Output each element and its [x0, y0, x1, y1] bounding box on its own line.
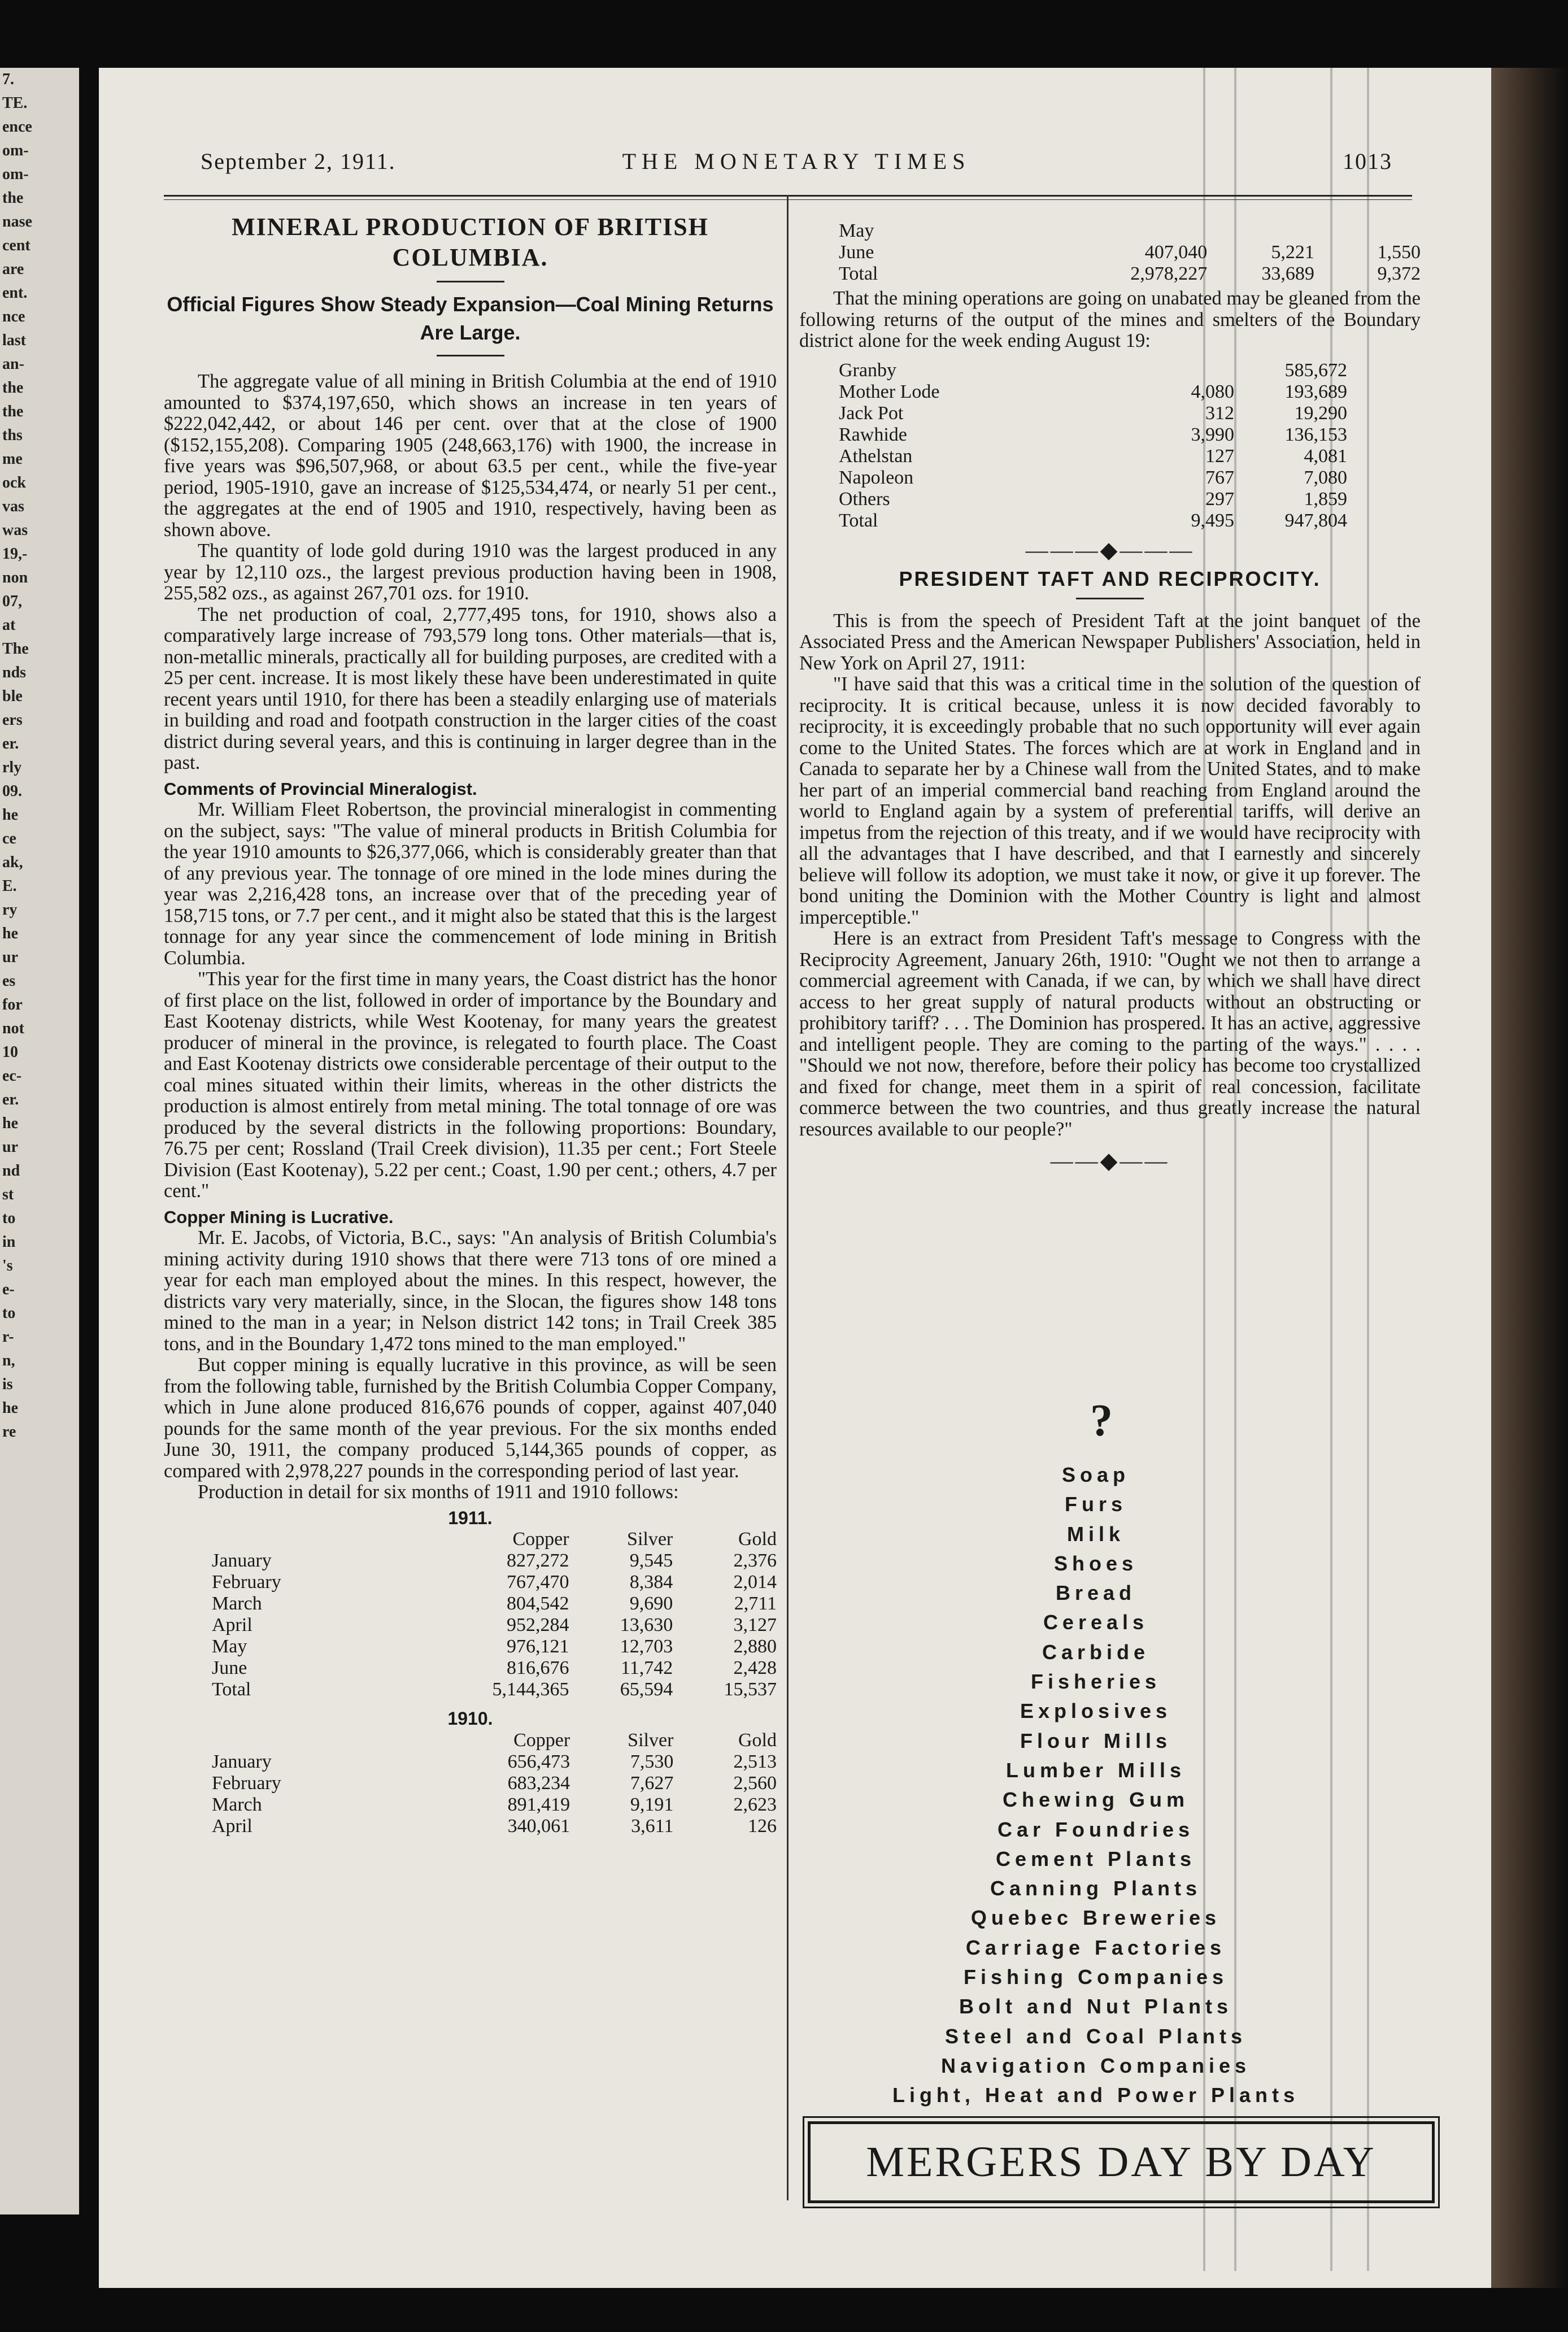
boundary-output-table	[839, 360, 1347, 532]
margin-fragment: nds	[2, 664, 27, 681]
margin-fragment: 09.	[2, 782, 22, 800]
row-label: Total	[212, 1679, 251, 1700]
left-column	[164, 212, 777, 1837]
paragraph: Mr. E. Jacobs, of Victoria, B.C., says: "An analysis of British Columbia's mining activity during 1910 shows that there were 713 tons of ore mined a year for each man employed about the mines. In this respect, however, the districts vary very materially, since, in the Slocan, the figures show 148 tons mined to the man in a year; in Nelson district 142 tons; in Trail Creek 385 tons, and in the Boundary 1,472 tons mined to the man employed."	[164, 1227, 777, 1355]
cell-value: 2,014	[733, 1572, 777, 1593]
margin-fragment: ce	[2, 830, 16, 847]
article-subtitle: Official Figures Show Steady Expansion—Coal Mining Returns Are Large.	[167, 293, 774, 344]
cell-value: 9,495	[1191, 510, 1234, 531]
merger-item: Carriage Factories	[965, 1935, 1226, 1959]
merger-item: Bolt and Nut Plants	[959, 1995, 1232, 2018]
cell-value: 827,272	[507, 1550, 569, 1571]
margin-fragment: to	[2, 1209, 16, 1227]
row-label: January	[212, 1751, 272, 1772]
table-row	[212, 1550, 777, 1572]
cell-value: 8,384	[629, 1572, 673, 1593]
column-header: Gold	[738, 1529, 777, 1550]
margin-fragment: 10	[2, 1043, 18, 1061]
cell-value: 33,689	[1261, 263, 1314, 284]
paragraph: The quantity of lode gold during 1910 was the largest produced in any year by 12,110 ozs., the largest previous production having been in 1908, 255,582 ozs., as against 267,701 ozs. for 1910.	[164, 540, 777, 604]
mergers-list	[830, 1460, 1361, 2111]
cell-value: 9,690	[629, 1593, 673, 1614]
cell-value: 15,537	[724, 1679, 777, 1700]
merger-item: Chewing Gum	[1003, 1788, 1189, 1812]
table-row	[212, 1615, 777, 1636]
merger-item: Fishing Companies	[963, 1965, 1229, 1989]
cell-value: 11,742	[621, 1657, 673, 1678]
column-header: Copper	[513, 1729, 570, 1751]
row-label: March	[212, 1794, 262, 1815]
margin-fragment: ur	[2, 1138, 18, 1156]
merger-item: Canning Plants	[990, 1877, 1202, 1900]
cell-value: 340,061	[507, 1815, 570, 1837]
cell-value: 2,376	[733, 1550, 777, 1571]
merger-item: Steel and Coal Plants	[944, 2024, 1247, 2048]
row-label: June	[839, 242, 874, 263]
article-title: MINERAL PRODUCTION OF BRITISH COLUMBIA.	[232, 213, 709, 271]
margin-fragment: vas	[2, 498, 24, 515]
ornament-divider: ———◆———	[1025, 537, 1195, 563]
cell-value: 2,978,227	[1130, 263, 1208, 284]
title-rule	[437, 281, 504, 282]
merger-item: Cereals	[1043, 1611, 1149, 1634]
row-label: June	[212, 1657, 247, 1678]
ornament-divider: ——◆——	[1050, 1148, 1170, 1173]
column-divider	[787, 195, 789, 2200]
production-table-1910-continued	[839, 220, 1421, 285]
row-label: Granby	[839, 359, 896, 381]
margin-fragment: he	[2, 806, 18, 824]
paragraph: But copper mining is equally lucrative in this province, as will be seen from the following table, furnished by the British Columbia Copper Company, which in June alone produced 816,676 pounds of copper, against 407,040 pounds for the same month of the year previous. For the six months ended June 30, 1911, the company produced 5,144,365 pounds of copper, as compared with 2,978,227 pounds in the corresponding period of last year.	[164, 1354, 777, 1482]
cell-value: 3,127	[733, 1615, 777, 1635]
paragraph: Here is an extract from President Taft's message to Congress with the Reciprocity Agreement, January 26th, 1910: "Ought we not then to arrange a commercial agreement with Canada, if we can, by which we shall have direct access to her great supply of natural products without an obstructing or prohibitory tariff? . . . The Dominion has prospered. It has an active, aggressive and intelligent people. They are coming to the parting of the ways." . . . . "Should we not now, therefore, before their policy has become too crystallized and fixed for change, meet them in a spirit of real concession, facilitate commerce between the two countries, and thus greatly increase the natural resources available to our people?"	[799, 928, 1421, 1140]
cell-value: 4,080	[1191, 381, 1234, 402]
cell-value	[1121, 360, 1234, 381]
margin-fragment: non	[2, 569, 28, 586]
margin-fragment: he	[2, 1399, 18, 1417]
row-label: Napoleon	[839, 467, 914, 488]
margin-fragment: at	[2, 616, 16, 634]
margin-fragment: 07,	[2, 593, 22, 610]
table-row	[212, 1794, 777, 1816]
margin-fragment: cent	[2, 237, 31, 254]
margin-fragment: he	[2, 1115, 18, 1132]
article-title: PRESIDENT TAFT AND RECIPROCITY.	[899, 567, 1321, 590]
margin-fragment: ers	[2, 711, 23, 729]
row-label: Total	[839, 263, 878, 284]
column-header: Silver	[627, 1529, 673, 1550]
cell-value	[1207, 220, 1314, 242]
paragraph: "I have said that this was a critical time in the solution of the question of reciprocity. It is critical because, unless it is now decided favorably to reciprocity, it is exceedingly probable that no such opportunity will ever again come to the United States. The forces which are at work in England and in Canada to separate her by a Chinese wall from the United States, and to make her part of an imperial commercial band reaching from England around the world to England again by a system of preferential tariffs, will derive an impetus from the rejection of this treaty, and if we would have reciprocity with all the advantages that I have described, and that I earnestly and sincerely believe will follow its adoption, we must take it now, or give it up forever. The bond uniting the Dominion with the Mother Country is light and almost imperceptible."	[799, 673, 1421, 928]
total-row	[839, 510, 1347, 532]
row-label: Jack Pot	[839, 402, 904, 424]
merger-item: Flour Mills	[1020, 1729, 1171, 1752]
margin-fragment: ur	[2, 949, 18, 966]
merger-item: Car Foundries	[997, 1817, 1195, 1841]
cell-value: 9,191	[630, 1794, 674, 1815]
section-heading: Copper Mining is Lucrative.	[164, 1207, 394, 1227]
paragraph: The net production of coal, 2,777,495 tons, for 1910, shows also a comparatively large increase of 793,579 long tons. Other materials—that is, non-metallic minerals, practically all for building purposes, are credited with a 25 per cent. increase. It is most likely these have been underestimated in quite recent years until 1910, for there has been a steadily enlarging use of materials in building and road and footpath construction in the larger cities of the coast district during several years, and this is continuing in larger degree than in the past.	[164, 603, 777, 773]
margin-fragment: r-	[2, 1328, 14, 1346]
table-row	[212, 1636, 777, 1657]
cell-value: 767	[1205, 467, 1234, 488]
cell-value: 312	[1205, 402, 1234, 424]
row-label: January	[212, 1550, 272, 1571]
margin-fragment: ak,	[2, 854, 23, 871]
cell-value: 193,689	[1284, 381, 1347, 402]
table-row	[839, 446, 1347, 467]
column-header: Copper	[512, 1529, 569, 1550]
cell-value: 126	[748, 1815, 777, 1837]
margin-fragment: ent.	[2, 284, 28, 302]
row-label: Rawhide	[839, 424, 907, 445]
cell-value: 1,550	[1377, 242, 1421, 263]
margin-fragment: in	[2, 1233, 16, 1251]
cell-value: 2,711	[734, 1593, 777, 1614]
page-header	[201, 148, 1392, 182]
margin-fragment: an-	[2, 355, 24, 373]
cell-value: 947,804	[1284, 510, 1347, 531]
cell-value: 3,611	[631, 1815, 674, 1837]
table-year-1911: 1911.	[448, 1507, 493, 1528]
margin-fragment: er.	[2, 1091, 19, 1108]
cell-value: 2,560	[733, 1772, 777, 1794]
table-row	[212, 1816, 777, 1837]
table-row	[212, 1572, 777, 1593]
merger-item: Milk	[1066, 1522, 1125, 1546]
margin-fragment: TE.	[2, 94, 28, 112]
margin-fragment: the	[2, 189, 24, 207]
margin-fragment: ths	[2, 427, 23, 444]
cell-value: 683,234	[507, 1772, 570, 1794]
cell-value: 9,545	[629, 1550, 673, 1571]
cell-value: 136,153	[1284, 424, 1347, 445]
paragraph: The aggregate value of all mining in British Columbia at the end of 1910 amounted to $374,197,650, which shows an increase in ten years of $222,042,442, or about 146 per cent. over that at the close of 1900 ($152,155,208). Comparing 1905 (248,663,176) with 1900, the increase in five years was $96,507,968, or about 63.5 per cent., while the five-year period, 1905-1910, gave an increase of $125,534,474, or nearly 51 per cent., the aggregates at the end of 1905 and 1910, respectively, having been as shown above.	[164, 371, 777, 541]
column-header: Gold	[738, 1729, 777, 1751]
margin-fragment: last	[2, 332, 26, 349]
paragraph: "This year for the first time in many years, the Coast district has the honor of first place on the list, followed in order of importance by the Boundary and East Kootenay districts, while West Kootenay, for many years the greatest producer of mineral in the province, is relegated to fourth place. The Coast and East Kootenay districts owe considerable percentage of their output to the coal mines situated within their limits, whereas in the other districts the production is almost entirely from metal mining. The total tonnage of ore was produced by the several districts in the following proportions: Boundary, 76.75 per cent; Rossland (Trail Creek division), 11.35 per cent.; Fort Steele Division (East Kootenay), 5.22 per cent.; Coast, 1.90 per cent.; others, 4.7 per cent."	[164, 968, 777, 1202]
margin-fragment: st	[2, 1186, 14, 1203]
cell-value: 3,990	[1191, 424, 1234, 445]
margin-fragment: om-	[2, 166, 29, 183]
margin-fragment: nce	[2, 308, 25, 325]
cell-value: 2,513	[733, 1751, 777, 1772]
question-mark: ?	[1090, 1396, 1113, 1446]
right-column	[799, 220, 1421, 1172]
cell-value: 891,419	[507, 1794, 570, 1815]
margin-fragment: n,	[2, 1352, 15, 1369]
margin-fragment: not	[2, 1020, 24, 1037]
cell-value: 976,121	[507, 1636, 569, 1657]
cell-value: 407,040	[1144, 242, 1208, 263]
margin-fragment: E.	[2, 877, 17, 895]
merger-item: Furs	[1064, 1493, 1127, 1516]
margin-fragment: re	[2, 1423, 16, 1441]
table-row	[839, 467, 1347, 489]
margin-fragment: rly	[2, 759, 22, 776]
merger-item: Carbide	[1042, 1640, 1150, 1664]
table-row	[839, 242, 1421, 263]
mergers-banner: MERGERS DAY BY DAY	[808, 2121, 1435, 2203]
section-heading: Comments of Provincial Mineralogist.	[164, 778, 477, 799]
margin-fragment: to	[2, 1304, 16, 1322]
cell-value: 1,859	[1304, 488, 1347, 510]
table-row	[212, 1657, 777, 1679]
production-table-1910	[212, 1730, 777, 1837]
column-header: Silver	[628, 1729, 674, 1751]
margin-fragment: me	[2, 450, 23, 468]
margin-fragment: he	[2, 925, 18, 942]
margin-fragment: nd	[2, 1162, 20, 1180]
margin-fragment: e-	[2, 1281, 15, 1298]
row-label: April	[212, 1815, 252, 1837]
cell-value	[1314, 220, 1421, 242]
row-label: April	[212, 1615, 252, 1635]
merger-item: Light, Heat and Power Plants	[892, 2083, 1300, 2107]
cell-value: 19,290	[1294, 402, 1347, 424]
table-row	[839, 489, 1347, 510]
margin-fragment: 19,-	[2, 545, 28, 563]
row-label: May	[839, 220, 874, 241]
table-row	[839, 381, 1347, 403]
issue-date: September 2, 1911.	[201, 149, 396, 174]
margin-fragment: for	[2, 996, 23, 1013]
cell-value: 5,144,365	[492, 1679, 569, 1700]
margin-fragment: are	[2, 260, 24, 278]
table-row	[839, 424, 1347, 446]
margin-fragment: ock	[2, 474, 26, 491]
cell-value	[1097, 220, 1207, 242]
cell-value: 7,627	[630, 1772, 674, 1794]
paragraph: Production in detail for six months of 1911 and 1910 follows:	[198, 1481, 679, 1503]
margin-fragment: the	[2, 379, 24, 397]
cell-value: 952,284	[507, 1615, 569, 1635]
table-row	[839, 403, 1347, 424]
publication-title: THE MONETARY TIMES	[622, 149, 971, 174]
cell-value: 7,080	[1304, 467, 1347, 488]
merger-item: Navigation Companies	[940, 2053, 1251, 2077]
margin-fragment: ence	[2, 118, 32, 136]
merger-item: Lumber Mills	[1005, 1758, 1186, 1782]
production-table-1911	[212, 1529, 777, 1700]
subtitle-rule	[437, 355, 504, 356]
merger-item: Cement Plants	[995, 1847, 1196, 1870]
row-label: March	[212, 1593, 262, 1614]
row-label: May	[212, 1636, 247, 1657]
cell-value: 297	[1205, 488, 1234, 510]
cell-value: 804,542	[507, 1593, 569, 1614]
page-number: 1013	[1343, 149, 1392, 174]
table-row	[212, 1593, 777, 1615]
margin-fragment: the	[2, 403, 24, 420]
cell-value: 2,428	[733, 1657, 777, 1678]
row-label: February	[212, 1572, 281, 1593]
row-label: Others	[839, 488, 890, 510]
margin-fragment: es	[2, 972, 16, 990]
margin-fragment: ec-	[2, 1067, 22, 1085]
table-year-1910: 1910.	[447, 1708, 493, 1729]
paragraph: Mr. William Fleet Robertson, the provincial mineralogist in commenting on the subject, says: "The value of mineral products in British Columbia for the year 1910 amounts to $26,377,066, which is considerably greater than that of any previous year. The tonnage of ore mined in the lode mines during the year was 2,216,428 tons, an increase over that of the preceding year of 158,715 tons, or 7.7 per cent., and it might also be stated that this is the largest tonnage for any year since the commencement of lode mining in British Columbia.	[164, 799, 777, 969]
cell-value: 2,623	[733, 1794, 777, 1815]
margin-fragment: om-	[2, 142, 29, 159]
cell-value: 656,473	[507, 1751, 570, 1772]
cell-value: 4,081	[1304, 445, 1347, 467]
paragraph: That the mining operations are going on unabated may be gleaned from the following returns of the output of the mines and smelters of the Boundary district alone for the week ending August 19:	[799, 288, 1421, 351]
row-label: Mother Lode	[839, 381, 940, 402]
table-row	[212, 1751, 777, 1773]
total-row	[839, 263, 1421, 285]
cell-value: 9,372	[1377, 263, 1421, 284]
cell-value: 5,221	[1271, 242, 1314, 263]
margin-fragment: ble	[2, 688, 23, 705]
merger-item: Fisheries	[1030, 1670, 1161, 1694]
cell-value: 767,470	[507, 1572, 569, 1593]
cell-value: 2,880	[733, 1636, 777, 1657]
merger-item: Soap	[1061, 1463, 1130, 1486]
cell-value: 65,594	[620, 1679, 673, 1700]
margin-fragment: ry	[2, 901, 18, 919]
total-row	[212, 1679, 777, 1700]
margin-fragment: was	[2, 521, 28, 539]
title-rule	[1076, 598, 1144, 599]
cell-value: 127	[1205, 445, 1234, 467]
cell-value: 816,676	[507, 1657, 569, 1678]
merger-item: Shoes	[1053, 1551, 1138, 1575]
book-binding	[1491, 68, 1568, 2288]
row-label: February	[212, 1772, 281, 1794]
cell-value: 13,630	[620, 1615, 673, 1635]
cell-value: 585,672	[1284, 359, 1347, 381]
table-row	[839, 220, 1421, 242]
margin-fragment: The	[2, 640, 29, 658]
table-row	[212, 1773, 777, 1794]
cell-value: 12,703	[620, 1636, 673, 1657]
merger-item: Bread	[1055, 1581, 1136, 1605]
cell-value: 7,530	[630, 1751, 674, 1772]
paragraph: This is from the speech of President Taft at the joint banquet of the Associated Press and the American Newspaper Publishers' Association, held in New York on April 27, 1911:	[799, 610, 1421, 674]
margin-fragment: is	[2, 1376, 13, 1393]
merger-item: Quebec Breweries	[970, 1906, 1221, 1930]
row-label: Total	[839, 510, 878, 531]
margin-fragment: nase	[2, 213, 32, 230]
margin-fragment: 's	[2, 1257, 13, 1274]
margin-fragment: 7.	[2, 71, 14, 88]
table-row	[839, 360, 1347, 381]
row-label: Athelstan	[839, 445, 913, 467]
margin-fragment: er.	[2, 735, 19, 752]
merger-item: Explosives	[1020, 1699, 1172, 1723]
adjacent-page-strip	[0, 68, 79, 2214]
